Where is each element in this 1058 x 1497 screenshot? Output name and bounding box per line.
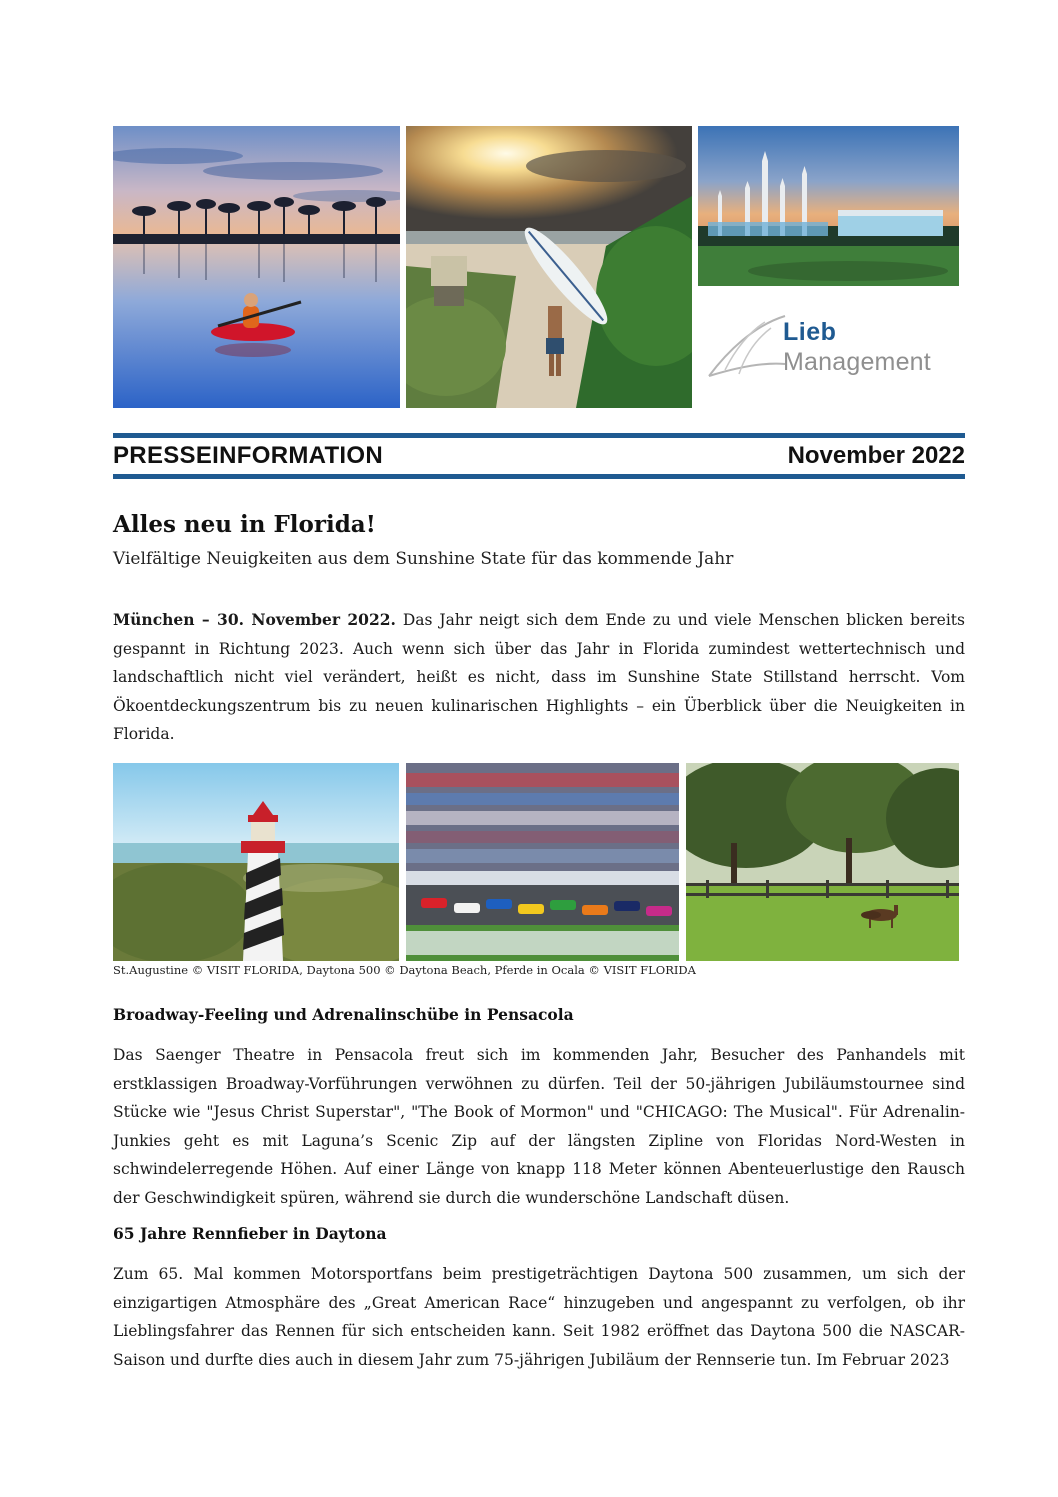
photo-st-augustine-lighthouse: [113, 763, 399, 961]
intro-text: Das Jahr neigt sich dem Ende zu und viele Menschen blicken bereits gespannt in Richtung 2023. Auch wenn sich über das Jahr in Florida zumindest wettertechnisch und landschaftlich nicht viel verändert, heißt es nicht, dass im Sunshine State Stillstand herrscht. Vom Ökoentdeckungszentrum bis zu neuen kulinarischen Highlights – ein Überblick über die Neuigkeiten in Florida.: [113, 611, 965, 744]
header-rule-bottom: [113, 474, 965, 479]
photo-kayak-sunset: [113, 126, 400, 408]
lieb-management-logo-swoosh-icon: [705, 312, 787, 382]
press-info-date: November 2022: [787, 442, 965, 469]
photo-caption: St.Augustine © VISIT FLORIDA, Daytona 500 © Daytona Beach, Pferde in Ocala © VISIT FLORIDA: [113, 963, 696, 977]
photo-ocala-horses: [686, 763, 959, 961]
article-headline: Alles neu in Florida!: [113, 511, 376, 538]
lieb-management-logo: [705, 312, 960, 382]
logo-wordmark-lieb: Lieb: [783, 318, 837, 346]
press-info-label: PRESSEINFORMATION: [113, 442, 384, 469]
section-title-daytona: 65 Jahre Rennfieber in Daytona: [113, 1224, 387, 1243]
intro-paragraph: [113, 606, 965, 749]
article-subheadline: Vielfältige Neuigkeiten aus dem Sunshine State für das kommende Jahr: [113, 549, 734, 569]
section-body-pensacola: Das Saenger Theatre in Pensacola freut sich im kommenden Jahr, Besucher des Panhandels mit erstklassigen Broadway-Vorführungen verwöhnen zu dürfen. Teil der 50-jährigen Jubiläumstournee sind Stücke wie "Jesus Christ Superstar", "The Book of Mormon" und "CHICAGO: The Musical". Für Adrenalin-Junkies geht es mit Laguna’s Scenic Zip auf der längsten Zipline von Floridas Nord-Westen in schwindelerregende Höhen. Auf einer Länge von knapp 118 Meter können Abenteuerlustige den Rausch der Geschwindigkeit spüren, während sie durch die wunderschöne Landschaft düsen.: [113, 1046, 965, 1207]
section-title-pensacola: Broadway-Feeling und Adrenalinschübe in Pensacola: [113, 1005, 574, 1024]
photo-surfer-beach: [406, 126, 692, 408]
photo-kennedy-space-center: [698, 126, 959, 286]
section-body-daytona: Zum 65. Mal kommen Motorsportfans beim prestigeträchtigen Daytona 500 zusammen, um sich der einzigartigen Atmosphäre des „Great American Race“ hinzugeben und angespannt zu verfolgen, ob ihr Lieblingsfahrer das Rennen für sich entscheiden kann. Seit 1982 eröffnet das Daytona 500 die NASCAR-Saison und durfte dies auch in diesem Jahr zum 75-jährigen Jubiläum der Rennserie tun. Im Februar 2023: [113, 1265, 965, 1369]
header-rule-top: [113, 433, 965, 438]
logo-wordmark-management: Management: [783, 348, 931, 376]
photo-daytona-speedway: [406, 763, 679, 961]
dateline: München – 30. November 2022.: [113, 610, 396, 629]
